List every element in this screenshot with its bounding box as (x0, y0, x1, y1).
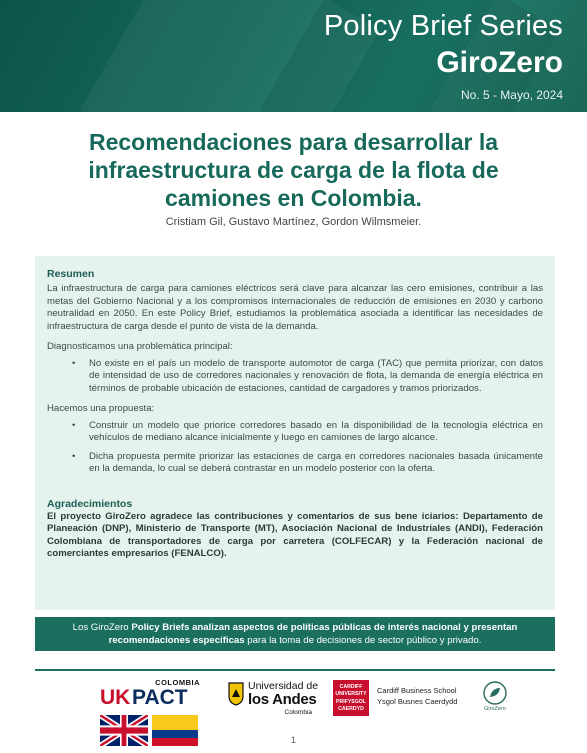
shield-icon (228, 682, 244, 706)
bullet-text: Construir un modelo que priorice corredores basado en la disponibilidad de la tecnología eléctrica en vehículos de mediano alcance inicialmente y luego en camiones de largo alcance. (89, 419, 543, 443)
cardiff-line2: UNIVERSITY (335, 691, 367, 697)
bullet-icon: • (72, 357, 76, 369)
list-item (72, 420, 543, 445)
cardiff-university-logo (333, 680, 369, 716)
uniandes-line3: Colombia (284, 709, 312, 716)
series-title: Policy Brief Series (323, 10, 563, 42)
page-number: 1 (290, 735, 296, 745)
cardiff-line3: PRIFYSGOL (336, 699, 366, 705)
list-item (72, 358, 543, 396)
uniandes-line2: los Andes (248, 691, 317, 708)
bullet-text: Dicha propuesta permite priorizar las estaciones de carga en corredores nacionales basada únicamente en la demanda, lo cual se deberá contrastar en un modelo posterior con la oferta. (89, 450, 543, 474)
header-banner (0, 0, 587, 112)
note-part-2: Policy Briefs analizan aspectos de políticas públicas de interés nacional y presentan recomendaciones específicas (108, 622, 518, 646)
proposal-lead: Hacemos una propuesta: (47, 403, 155, 414)
girozero-logo (478, 680, 512, 716)
girozero-leaf-icon (482, 680, 508, 706)
summary-intro: La infraestructura de carga para camiones eléctricos será clave para alcanzar las cero emisiones, contribuir a las metas del Gobierno Nacional y a los compromisos internacionales de reducción de emisiones en 2030 y carbono neutralidad en 2050. En este Policy Brief, estudiamos la problemática asociada a identificar las necesidades de infraestructura de carga desde el punto de vista de la demanda. (47, 283, 543, 332)
proposal-list (72, 420, 543, 476)
footer-divider (35, 669, 555, 671)
girozero-logo-label: GiroZero (484, 706, 506, 712)
policy-brief-note (35, 617, 555, 651)
bullet-icon: • (72, 450, 76, 462)
cbs-line1: Cardiff Business School (377, 686, 457, 695)
document-title: Recomendaciones para desarrollar la infraestructura de carga de la flota de camiones en Colombia. (88, 129, 499, 211)
summary-box (35, 256, 555, 610)
brand-title: GiroZero (436, 46, 563, 79)
authors-line: Cristiam Gil, Gustavo Martínez, Gordon Wilmsmeier. (165, 216, 422, 228)
acknowledgements-text: El proyecto GiroZero agradece las contribuciones y comentarios de sus bene iciarios: Departamento de Planeación (DNP), Ministerio de Transporte (MT), Asociación Nacional de Industriales (ANDI), Federación Colombiana de transportadores de carga por carretera (COLFECAR) y la Federación nacional de comerciantes empresarios (FENALCO). (47, 510, 543, 559)
cbs-line2: Ysgol Busnes Caerdydd (377, 697, 458, 706)
problem-lead: Diagnosticamos una problemática principal: (47, 341, 233, 352)
bullet-icon: • (72, 419, 76, 431)
problem-list (72, 358, 543, 396)
cardiff-line1: CARDIFF (339, 684, 363, 690)
list-item (72, 451, 543, 476)
bullet-text: No existe en el país un modelo de transporte automotor de carga (TAC) que permita priorizar, con datos de intensidad de uso de corredores nacionales y renovación de flota, la demanda de energía eléctrica en términos de probable ubicación de estaciones, cantidad de cargadores y tramos priorizados. (89, 357, 543, 394)
note-part-3: para la toma de decisiones de sector público y privado. (244, 635, 482, 646)
uniandes-logo (228, 680, 324, 720)
note-part-1: Los GiroZero (72, 622, 132, 633)
cardiff-line4: CAERDYD (338, 706, 364, 712)
summary-heading: Resumen (47, 268, 95, 280)
ukpact-uk: UK (100, 686, 131, 709)
uniandes-line1: Universidad de (248, 680, 319, 692)
issue-number: No. 5 - Mayo, 2024 (460, 88, 563, 102)
ukpact-pact: PACT (132, 686, 188, 709)
cardiff-business-school-logo (377, 686, 477, 706)
ukpact-country: COLOMBIA (155, 678, 200, 687)
acknowledgements-heading: Agradecimientos (47, 497, 133, 510)
